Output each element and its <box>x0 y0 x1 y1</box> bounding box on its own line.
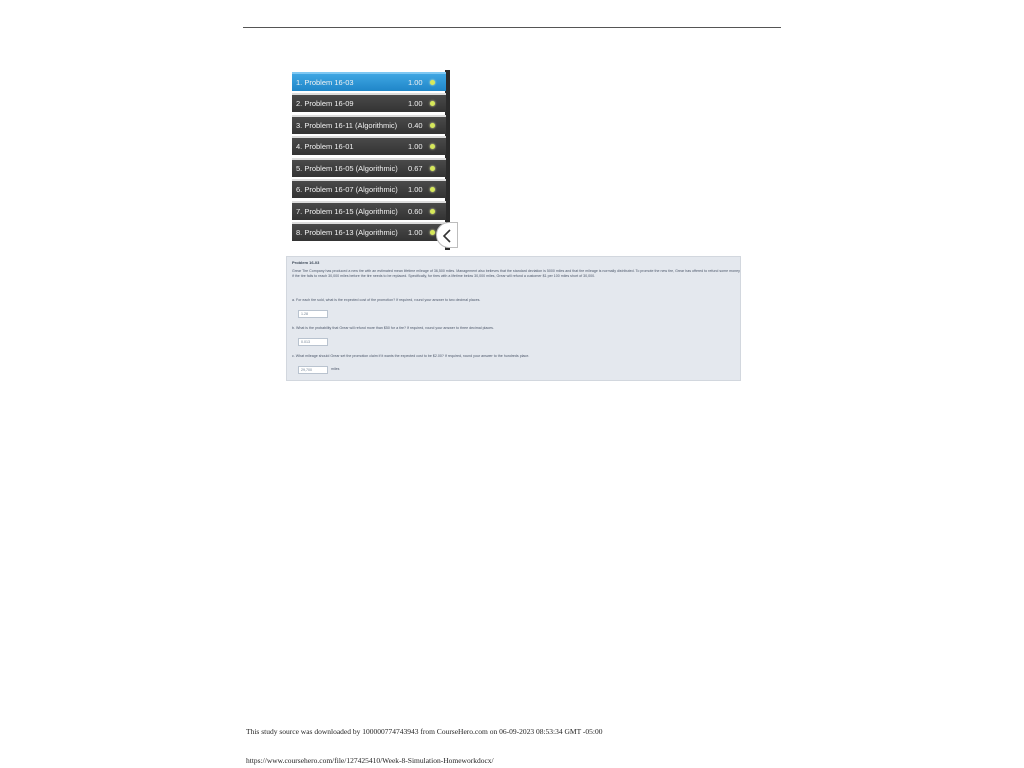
problem-item-2[interactable] <box>292 93 446 112</box>
problem-item-score: 0.60 <box>408 207 423 216</box>
question-a: a. For each tire sold, what is the expected cost of the promotion? If required, round your answer to two decimal places. <box>292 298 481 302</box>
problem-item-label: 4. Problem 16-01 <box>296 142 354 151</box>
problem-description: Grear Tire Company has produced a new tire with an estimated mean lifetime mileage of 36,500 miles. Management also believes that the standard deviation is 5000 miles and that tire mileage is normally distributed. To promote the new tire, Grear has offered to refund some money if the tire fails to reach 30,000 miles before the tire needs to be replaced. Specifically, for tires with a lifetime below 30,000 miles, Grear will refund a customer $1 per 100 miles short of 30,000. <box>292 269 740 279</box>
status-dot-icon <box>430 166 435 171</box>
problem-item-4[interactable] <box>292 136 446 155</box>
problem-item-label: 2. Problem 16-09 <box>296 99 354 108</box>
question-b: b. What is the probability that Grear will refund more than $50 for a tire? If required, round your answer to three decimal places. <box>292 326 494 330</box>
status-dot-icon <box>430 230 435 235</box>
problem-item-label: 8. Problem 16-13 (Algorithmic) <box>296 228 398 237</box>
status-dot-icon <box>430 187 435 192</box>
problem-item-5[interactable] <box>292 158 446 177</box>
problem-title: Problem 16-03 <box>292 260 320 265</box>
problem-item-6[interactable] <box>292 179 446 198</box>
problem-item-7[interactable] <box>292 201 446 220</box>
source-notice: This study source was downloaded by 100000774743943 from CourseHero.com on 06-09-2023 08:53:34 GMT -05:00 <box>246 727 603 736</box>
problem-item-score: 1.00 <box>408 228 423 237</box>
top-divider <box>243 27 781 28</box>
status-dot-icon <box>430 209 435 214</box>
answer-c-unit: miles <box>331 367 340 371</box>
problem-item-label: 5. Problem 16-05 (Algorithmic) <box>296 164 398 173</box>
status-dot-icon <box>430 80 435 85</box>
problem-item-label: 7. Problem 16-15 (Algorithmic) <box>296 207 398 216</box>
source-url: https://www.coursehero.com/file/127425410/Week-8-Simulation-Homeworkdocx/ <box>246 756 494 765</box>
answer-c-field[interactable]: 29,700 <box>298 366 328 374</box>
collapse-list-button[interactable] <box>436 222 458 248</box>
problem-item-1[interactable] <box>292 72 446 91</box>
problem-item-score: 1.00 <box>408 142 423 151</box>
status-dot-icon <box>430 123 435 128</box>
problem-item-score: 1.00 <box>408 99 423 108</box>
question-c: c. What mileage should Grear set the promotion claim if it wants the expected cost to be $2.00? If required, round your answer to the hundreds place. <box>292 354 530 358</box>
problem-item-8[interactable] <box>292 222 446 241</box>
problem-item-score: 0.67 <box>408 164 423 173</box>
problem-item-score: 1.00 <box>408 78 423 87</box>
problem-list <box>290 70 450 250</box>
problem-item-score: 0.40 <box>408 121 423 130</box>
answer-a-field[interactable]: 1.28 <box>298 310 328 318</box>
problem-item-label: 6. Problem 16-07 (Algorithmic) <box>296 185 398 194</box>
answer-b-field[interactable]: 0.013 <box>298 338 328 346</box>
status-dot-icon <box>430 144 435 149</box>
problem-item-label: 3. Problem 16-11 (Algorithmic) <box>296 121 398 130</box>
problem-item-3[interactable] <box>292 115 446 134</box>
problem-panel <box>286 256 741 381</box>
chevron-left-icon <box>442 229 452 243</box>
problem-item-score: 1.00 <box>408 185 423 194</box>
status-dot-icon <box>430 101 435 106</box>
problem-item-label: 1. Problem 16-03 <box>296 78 354 87</box>
